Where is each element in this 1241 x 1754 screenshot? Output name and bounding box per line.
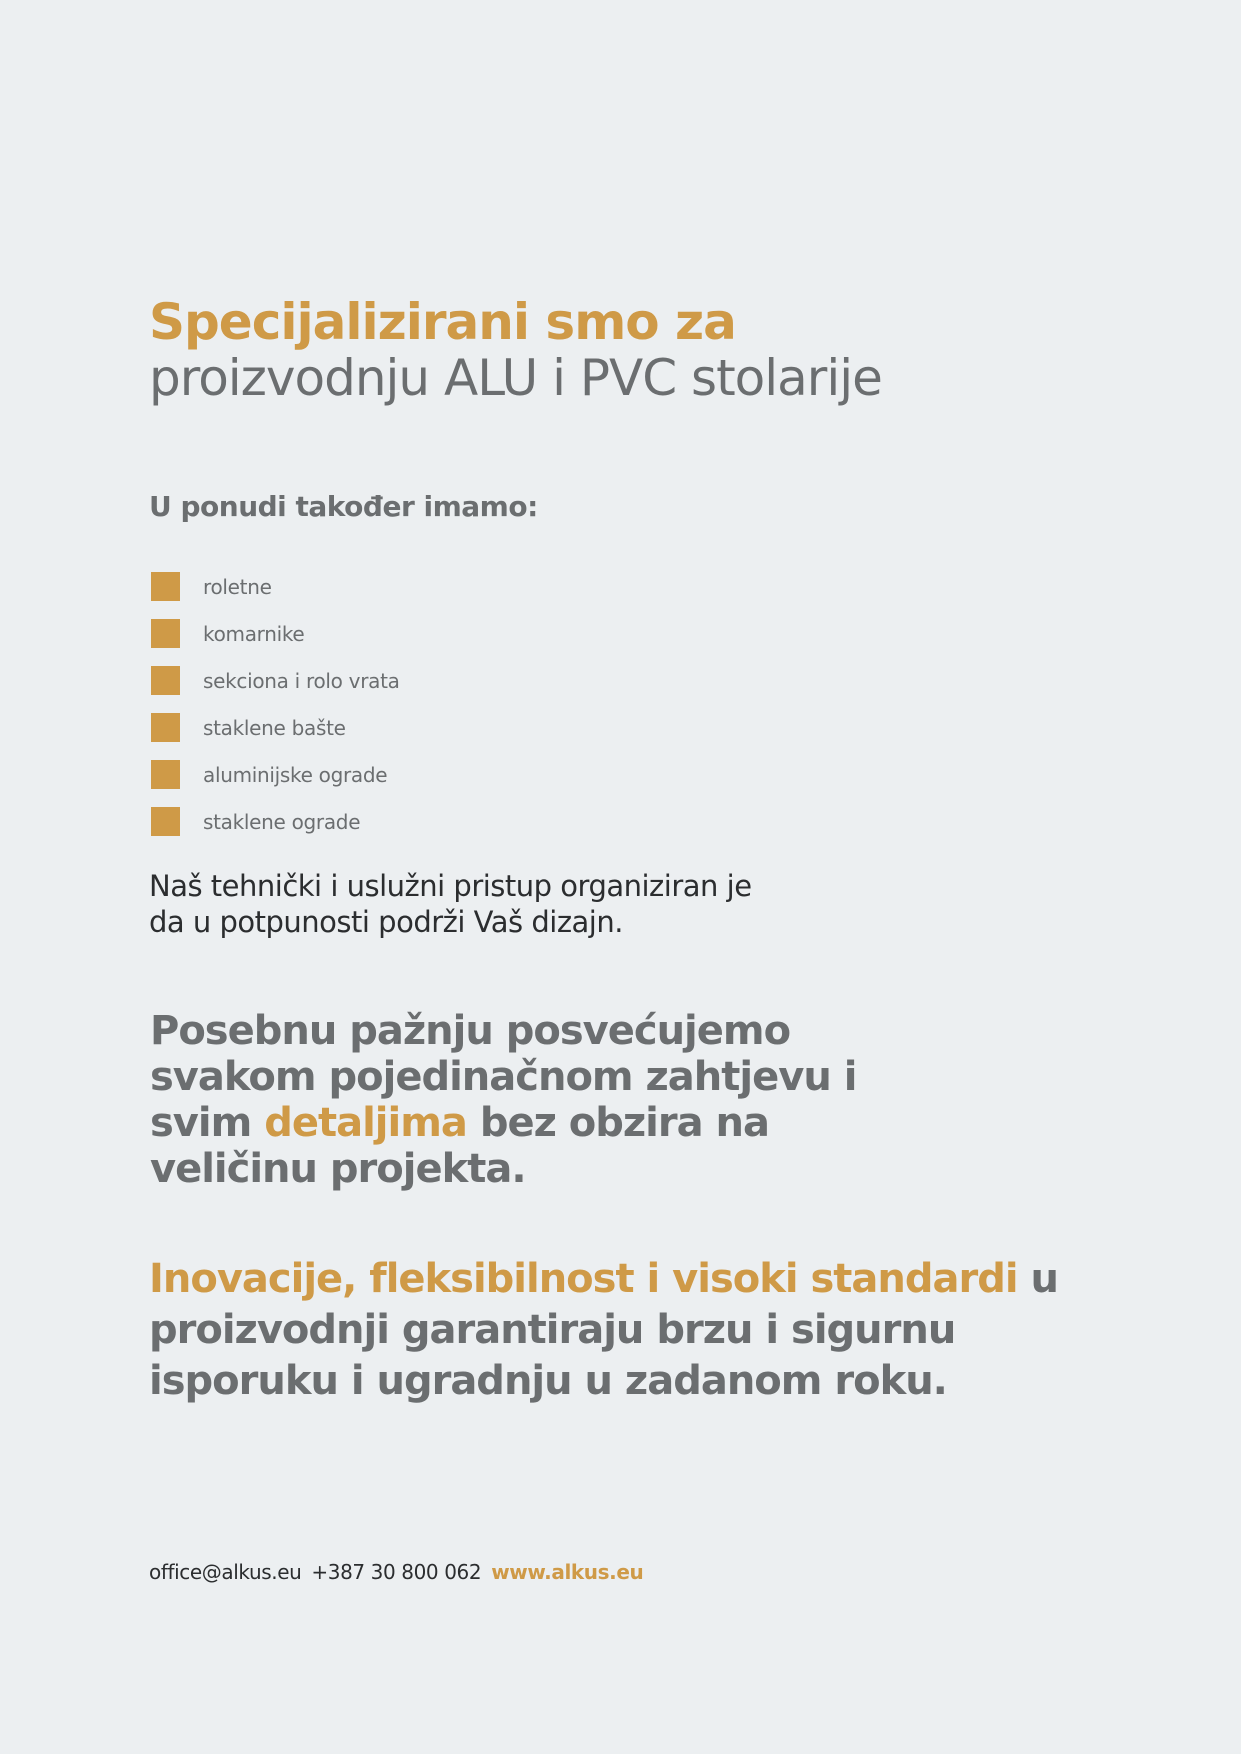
innovation-line: proizvodnji garantiraju brzu i sigurnu bbox=[149, 1307, 956, 1353]
square-bullet-icon bbox=[151, 572, 180, 601]
page-subtitle: proizvodnju ALU i PVC stolarije bbox=[149, 349, 882, 407]
email-link[interactable]: office@alkus.eu bbox=[149, 1560, 302, 1584]
innovation-text: u bbox=[1017, 1256, 1058, 1302]
attention-highlight: detaljima bbox=[264, 1100, 467, 1146]
attention-line: veličinu projekta. bbox=[150, 1146, 526, 1192]
list-item-label: staklene ograde bbox=[203, 809, 361, 834]
website-link[interactable]: www.alkus.eu bbox=[491, 1560, 644, 1584]
square-bullet-icon bbox=[151, 760, 180, 789]
innovation-highlight: Inovacije, fleksibilnost i visoki standardi bbox=[149, 1256, 1018, 1302]
list-item-label: staklene bašte bbox=[203, 715, 346, 740]
innovation-statement bbox=[149, 1254, 1058, 1407]
attention-line: Posebnu pažnju posvećujemo bbox=[150, 1008, 791, 1054]
approach-paragraph bbox=[149, 868, 752, 940]
innovation-line bbox=[149, 1254, 1058, 1305]
attention-line bbox=[150, 1100, 856, 1146]
square-bullet-icon bbox=[151, 619, 180, 648]
list-item bbox=[151, 563, 400, 610]
square-bullet-icon bbox=[151, 807, 180, 836]
list-item-label: aluminijske ograde bbox=[203, 762, 388, 787]
phone-number[interactable]: +387 30 800 062 bbox=[311, 1560, 482, 1584]
contact-footer bbox=[149, 1557, 643, 1587]
list-item bbox=[151, 704, 400, 751]
innovation-line: isporuku i ugradnju u zadanom roku. bbox=[149, 1358, 947, 1404]
approach-line: da u potpunosti podrži Vaš dizajn. bbox=[149, 905, 623, 939]
list-item bbox=[151, 610, 400, 657]
page-title: Specijalizirani smo za bbox=[149, 293, 736, 351]
list-item bbox=[151, 751, 400, 798]
square-bullet-icon bbox=[151, 666, 180, 695]
square-bullet-icon bbox=[151, 713, 180, 742]
list-item-label: roletne bbox=[203, 574, 272, 599]
list-item-label: sekciona i rolo vrata bbox=[203, 668, 400, 693]
offer-heading: U ponudi također imamo: bbox=[149, 490, 538, 523]
attention-statement bbox=[150, 1008, 856, 1192]
attention-text: svim bbox=[150, 1100, 265, 1146]
offer-list bbox=[151, 563, 400, 845]
attention-line: svakom pojedinačnom zahtjevu i bbox=[150, 1054, 857, 1100]
attention-text: bez obzira na bbox=[466, 1100, 770, 1146]
list-item bbox=[151, 657, 400, 704]
approach-line: Naš tehnički i uslužni pristup organiziran je bbox=[149, 869, 752, 903]
list-item-label: komarnike bbox=[203, 621, 305, 646]
list-item bbox=[151, 798, 400, 845]
